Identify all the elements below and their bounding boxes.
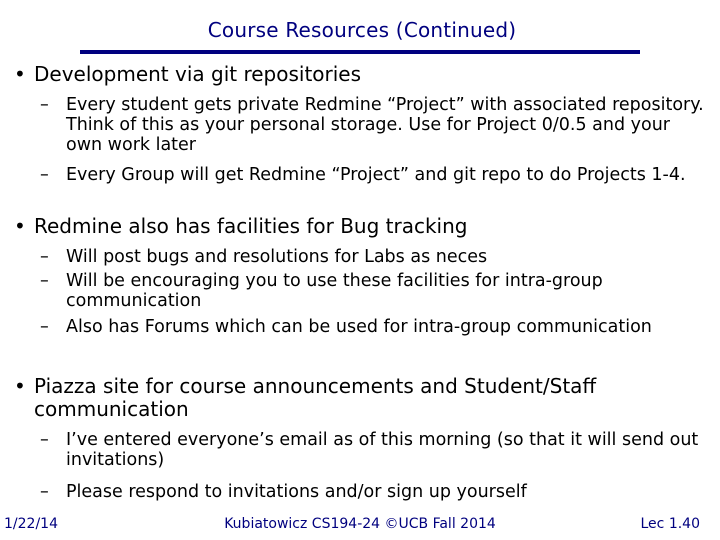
bullet-3	[14, 374, 704, 421]
bullet-icon: •	[14, 374, 26, 398]
bullet-3-sub-1	[40, 430, 706, 470]
bullet-2-sub-1	[40, 247, 706, 267]
title-underline	[80, 50, 640, 54]
dash-icon: –	[40, 247, 49, 267]
dash-icon: –	[40, 271, 49, 291]
bullet-1-sub-1-text: Every student gets private Redmine “Project” with associated repository. Think of this as your personal storage. Use for Project 0/0.5 and your own work later	[66, 95, 704, 155]
bullet-2	[14, 214, 704, 238]
bullet-2-sub-3-text: Also has Forums which can be used for intra-group communication	[66, 317, 652, 337]
dash-icon: –	[40, 482, 49, 502]
bullet-2-sub-2	[40, 271, 706, 311]
bullet-1	[14, 62, 704, 86]
footer-date: 1/22/14	[4, 516, 58, 532]
bullet-3-sub-1-text: I’ve entered everyone’s email as of this morning (so that it will send out invitations)	[66, 430, 699, 470]
dash-icon: –	[40, 430, 49, 450]
bullet-3-text: Piazza site for course announcements and Student/Staff communication	[34, 374, 597, 421]
bullet-2-sub-3	[40, 317, 706, 337]
dash-icon: –	[40, 317, 49, 337]
bullet-icon: •	[14, 62, 26, 86]
bullet-2-sub-2-text: Will be encouraging you to use these facilities for intra-group communication	[66, 271, 603, 311]
bullet-icon: •	[14, 214, 26, 238]
bullet-1-sub-2-text: Every Group will get Redmine “Project” and git repo to do Projects 1-4.	[66, 165, 686, 185]
dash-icon: –	[40, 95, 49, 115]
dash-icon: –	[40, 165, 49, 185]
bullet-2-text: Redmine also has facilities for Bug tracking	[34, 214, 468, 238]
bullet-1-sub-1	[40, 95, 706, 155]
bullet-3-sub-2-text: Please respond to invitations and/or sign up yourself	[66, 482, 527, 502]
bullet-1-sub-2	[40, 165, 706, 185]
bullet-2-sub-1-text: Will post bugs and resolutions for Labs as neces	[66, 247, 488, 267]
footer-course: Kubiatowicz CS194-24 ©UCB Fall 2014	[224, 516, 496, 532]
bullet-3-sub-2	[40, 482, 706, 502]
bullet-1-text: Development via git repositories	[34, 62, 362, 86]
footer-lecture: Lec 1.40	[640, 516, 700, 532]
slide-title: Course Resources (Continued)	[207, 18, 517, 42]
